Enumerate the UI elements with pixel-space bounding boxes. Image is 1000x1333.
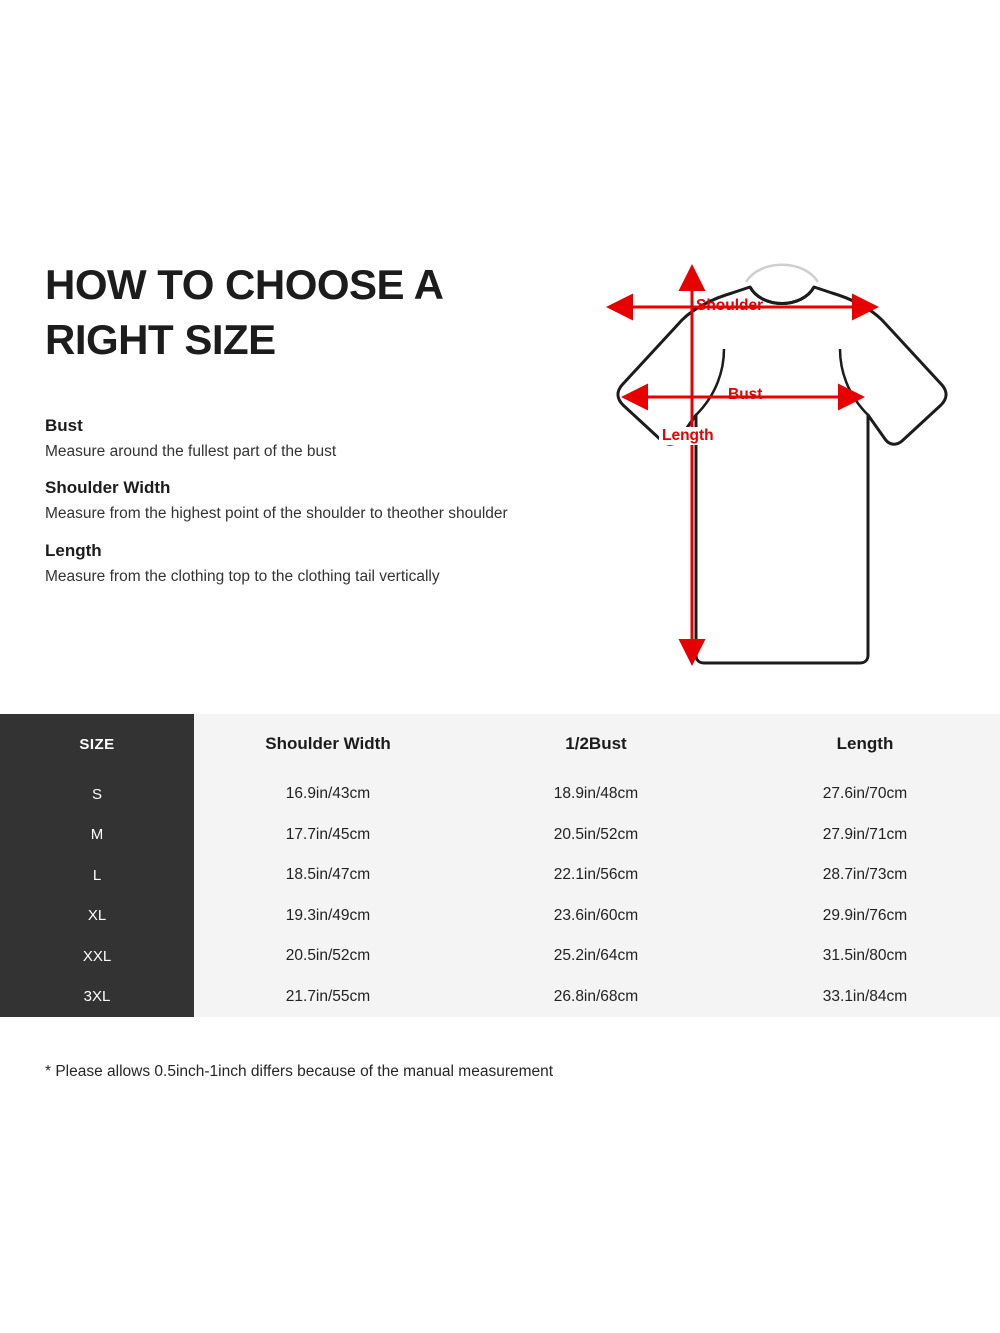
cell-size: L <box>0 855 194 896</box>
cell-length: 27.9in/71cm <box>730 815 1000 856</box>
tshirt-outline <box>618 287 946 663</box>
cell-half-bust: 26.8in/68cm <box>462 977 730 1018</box>
cell-size: XXL <box>0 936 194 977</box>
table-row <box>0 815 1000 856</box>
page-title: HOW TO CHOOSE A RIGHT SIZE <box>45 261 442 363</box>
cell-half-bust: 22.1in/56cm <box>462 855 730 896</box>
definition-bust <box>45 416 515 462</box>
cell-half-bust: 18.9in/48cm <box>462 774 730 815</box>
bust-label: Bust <box>728 386 763 403</box>
cell-shoulder-width: 21.7in/55cm <box>194 977 462 1018</box>
cell-length: 29.9in/76cm <box>730 896 1000 937</box>
definition-term: Shoulder Width <box>45 478 171 498</box>
column-header-size: SIZE <box>0 714 194 774</box>
cell-size: S <box>0 774 194 815</box>
definition-shoulder-width <box>45 478 515 524</box>
definition-term: Bust <box>45 416 83 435</box>
collar-outer-line <box>746 265 818 282</box>
definition-term: Length <box>45 540 102 560</box>
column-header-length: Length <box>730 714 1000 774</box>
cell-shoulder-width: 18.5in/47cm <box>194 855 462 896</box>
cell-length: 28.7in/73cm <box>730 855 1000 896</box>
table-header-row <box>0 714 1000 774</box>
column-header-half-bust: 1/2Bust <box>462 714 730 774</box>
table-row <box>0 774 1000 815</box>
table-row <box>0 936 1000 977</box>
length-label: Length <box>659 427 717 445</box>
definition-description: Measure from the clothing top to the clothing tail vertically <box>45 567 440 585</box>
column-header-shoulder-width: Shoulder Width <box>194 714 462 774</box>
cell-length: 31.5in/80cm <box>730 936 1000 977</box>
tshirt-measurement-diagram <box>510 245 980 685</box>
cell-half-bust: 20.5in/52cm <box>462 815 730 856</box>
cell-size: M <box>0 815 194 856</box>
measurement-definitions <box>45 416 515 603</box>
measurement-disclaimer: * Please allows 0.5inch-1inch differs because of the manual measurement <box>45 1063 554 1080</box>
cell-shoulder-width: 17.7in/45cm <box>194 815 462 856</box>
size-chart-table <box>0 714 1000 1017</box>
table-row <box>0 855 1000 896</box>
cell-size: XL <box>0 896 194 937</box>
cell-size: 3XL <box>0 977 194 1018</box>
table-row <box>0 896 1000 937</box>
shoulder-label: Shoulder <box>696 297 764 314</box>
cell-shoulder-width: 16.9in/43cm <box>194 774 462 815</box>
cell-length: 27.6in/70cm <box>730 774 1000 815</box>
definition-description: Measure from the highest point of the shoulder to theother shoulder <box>45 505 508 523</box>
cell-half-bust: 23.6in/60cm <box>462 896 730 937</box>
table-row <box>0 977 1000 1018</box>
definition-description: Measure around the fullest part of the bust <box>45 443 337 460</box>
cell-half-bust: 25.2in/64cm <box>462 936 730 977</box>
definition-length <box>45 541 515 587</box>
cell-length: 33.1in/84cm <box>730 977 1000 1018</box>
cell-shoulder-width: 20.5in/52cm <box>194 936 462 977</box>
cell-shoulder-width: 19.3in/49cm <box>194 896 462 937</box>
